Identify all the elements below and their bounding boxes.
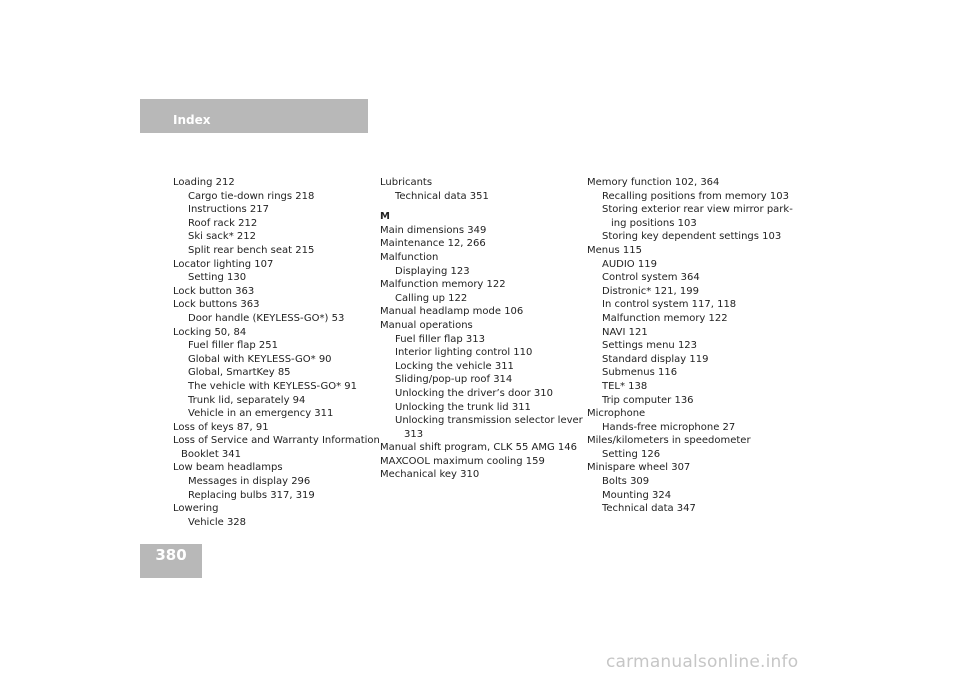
index-entry: Storing key dependent settings 103	[602, 231, 782, 243]
page-number: 380	[155, 546, 187, 564]
index-header-bar	[140, 99, 368, 133]
index-entry: Storing exterior rear view mirror park-	[602, 204, 793, 216]
index-entry: Malfunction memory 122	[380, 279, 506, 291]
index-entry: AUDIO 119	[602, 258, 657, 270]
index-entry: Replacing bulbs 317, 319	[188, 489, 315, 501]
index-entry: Malfunction memory 122	[602, 312, 728, 324]
index-entry: Control system 364	[602, 272, 700, 284]
index-entry: Low beam headlamps	[173, 462, 283, 474]
index-entry: Lock buttons 363	[173, 299, 260, 311]
index-entry: Mechanical key 310	[380, 469, 480, 481]
index-entry: Split rear bench seat 215	[188, 244, 315, 256]
index-entry: Distronic* 121, 199	[602, 285, 699, 297]
index-entry: The vehicle with KEYLESS-GO* 91	[188, 380, 358, 392]
index-entry: Setting 126	[602, 448, 661, 460]
index-column-2	[380, 176, 583, 482]
index-entry: 313	[404, 428, 424, 440]
watermark: carmanualsonline.info	[606, 652, 799, 672]
index-entry: In control system 117, 118	[602, 299, 737, 311]
index-entry: Memory function 102, 364	[587, 177, 720, 188]
index-entry: Microphone	[587, 408, 646, 420]
index-entry: Messages in display 296	[188, 476, 311, 488]
index-entry: Miles/kilometers in speedometer	[587, 435, 751, 447]
index-entry: Global with KEYLESS-GO* 90	[188, 353, 332, 365]
index-entry: Malfunction	[380, 251, 439, 263]
index-entry: Calling up 122	[395, 292, 468, 304]
index-entry: Booklet 341	[181, 448, 242, 460]
index-entry: Trunk lid, separately 94	[188, 394, 306, 406]
index-entry: Loss of Service and Warranty Information	[173, 435, 380, 447]
index-entry: Manual shift program, CLK 55 AMG 146	[380, 442, 578, 454]
index-column-1	[173, 176, 380, 529]
index-column-3	[587, 176, 792, 516]
index-entry: Menus 115	[587, 244, 642, 256]
index-entry: Vehicle 328	[188, 516, 247, 528]
index-entry: Technical data 347	[602, 503, 696, 515]
index-entry: TEL* 138	[602, 380, 648, 392]
index-entry: Global, SmartKey 85	[188, 367, 291, 379]
index-entry: Lowering	[173, 503, 219, 515]
index-entry: Hands-free microphone 27	[602, 421, 736, 433]
index-entry: Unlocking transmission selector lever	[395, 415, 583, 427]
index-entry: Maintenance 12, 266	[380, 238, 486, 250]
index-entry: Standard display 119	[602, 353, 709, 365]
index-entry: Sliding/pop-up roof 314	[395, 374, 513, 386]
index-entry: Roof rack 212	[188, 217, 258, 229]
index-entry: Loss of keys 87, 91	[173, 421, 269, 433]
index-entry: Trip computer 136	[602, 394, 694, 406]
index-entry: Technical data 351	[395, 190, 489, 202]
index-entry: Mounting 324	[602, 489, 672, 501]
index-entry: Cargo tie-down rings 218	[188, 190, 315, 202]
index-entry: Locking 50, 84	[173, 326, 247, 338]
index-entry: ing positions 103	[611, 217, 697, 229]
index-entry: Unlocking the driver’s door 310	[395, 387, 554, 399]
index-entry: Unlocking the trunk lid 311	[395, 401, 531, 413]
index-entry: Bolts 309	[602, 476, 650, 488]
index-entry: MAXCOOL maximum cooling 159	[380, 455, 545, 467]
index-entry: Lock button 363	[173, 285, 255, 297]
index-entry: Loading 212	[173, 177, 235, 188]
index-entry: Lubricants	[380, 177, 433, 188]
index-entry: Locking the vehicle 311	[395, 360, 514, 372]
index-entry: Manual operations	[380, 319, 473, 331]
index-entry: Setting 130	[188, 272, 247, 284]
index-entry: Main dimensions 349	[380, 224, 487, 236]
index-entry: Ski sack* 212	[188, 231, 256, 243]
index-entry: Submenus 116	[602, 367, 678, 379]
index-entry: Instructions 217	[188, 204, 269, 216]
index-entry: Vehicle in an emergency 311	[188, 408, 334, 420]
index-entry: Door handle (KEYLESS-GO*) 53	[188, 312, 345, 324]
index-entry: Interior lighting control 110	[395, 347, 533, 359]
index-entry: Fuel filler flap 251	[188, 340, 278, 352]
index-entry: Settings menu 123	[602, 340, 698, 352]
index-entry: Fuel filler flap 313	[395, 333, 485, 345]
index-section-letter: M	[380, 211, 390, 223]
index-entry: Recalling positions from memory 103	[602, 190, 789, 202]
index-entry: Locator lighting 107	[173, 258, 274, 270]
page-number-box	[140, 544, 202, 578]
index-entry: NAVI 121	[602, 326, 648, 338]
index-entry: Minispare wheel 307	[587, 462, 691, 474]
page-title: Index	[173, 113, 211, 127]
index-entry: Manual headlamp mode 106	[380, 306, 524, 318]
index-entry: Displaying 123	[395, 265, 470, 277]
